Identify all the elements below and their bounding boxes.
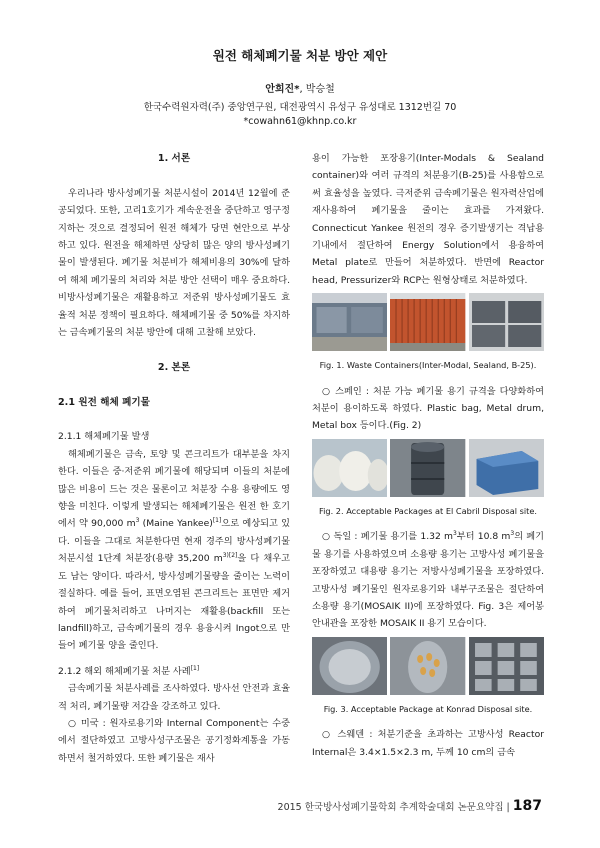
co-authors: , 박승철 xyxy=(299,84,335,95)
paragraph-overseas-cases: 금속폐기물 처분사례를 조사하였다. 방사선 안전과 효율적 처리, 폐기물량 저감을 강조하고 있다. xyxy=(58,683,290,712)
figure-1 xyxy=(312,293,544,351)
figure-1-caption: Fig. 1. Waste Containers(Inter-Modal, Sealand, B-25). xyxy=(319,360,537,371)
figure-1-image-sealand xyxy=(390,293,465,351)
figure-3-image-mosaik-top xyxy=(312,637,387,695)
figure-2-image-bags xyxy=(312,439,387,497)
right-column xyxy=(312,150,544,761)
figure-2 xyxy=(312,439,544,497)
paragraph-waste-generation: 해체폐기물은 금속, 토양 및 콘크리트가 대부분을 차지한다. 이들은 중·저준위 폐기물에 해당되며 이들의 처분에 많은 비용이 드는 것은 물론이고 처분장 수용 용량에도 영향을 미친다. 이렇게 발생되는 해체폐기물은 원전 한 호기에서 약 90,000 $m^3$ (Maine Yankee)[1]으로 예상되고 있다. 이들을 그대로 처분한다면 현재 경주의 방사성폐기물 처분시설 1단계 처분장(용량 35,200 $m^{3)[2]}$을 다 채우고도 남는 양이다. 따라서, 방사성폐기물량을 줄이는 노력이 절실하다. 예를 들어, 표면오염된 콘크리트는 표면만 제거하여 폐기물처리하고 나머지는 재활용(backfill 또는 landfill)하고, 금속폐기물의 경우 용융시켜 Ingot으로 만들어 폐기물 양을 줄인다. xyxy=(58,448,290,652)
figure-1-image-b25 xyxy=(469,293,544,351)
figure-3-image-guide-tubes xyxy=(469,637,544,695)
paragraph-usa: ○ 미국 : 원자로용기와 Internal Component는 수중에서 절단하였고 고방사성구조물은 공기정화계통을 가동하면서 철거하였다. 또한 폐기물은 재사 xyxy=(58,717,290,764)
subsection-heading-2-1-2: 2.1.2 해외 해체폐기물 처분 사례[1] xyxy=(58,664,200,677)
subsection-heading-2-1-1: 2.1.1 해체폐기물 발생 xyxy=(58,431,150,443)
section-heading-intro: 1. 서론 xyxy=(157,153,191,164)
subsection-heading-2-1: 2.1 원전 해체 폐기물 xyxy=(58,396,150,408)
paragraph-sweden: ○ 스웨덴 : 처분기준을 초과하는 고방사성 Reactor Internal은 3.4×1.5×2.3 m, 두께 10 cm의 금속 xyxy=(312,729,544,758)
figure-2-caption: Fig. 2. Acceptable Packages at El Cabril Disposal site. xyxy=(319,505,537,516)
contact-email: *cowahn61@khnp.co.kr xyxy=(243,116,357,127)
footer-text: 2015 한국방사성폐기물학회 추계학술대회 논문요약집 | xyxy=(277,802,510,813)
intro-paragraph: 우리나라 방사성폐기물 처분시설이 2014년 12월에 준공되었다. 또한, 고리1호기가 계속운전을 중단하고 영구정지하는 것으로 결정되어 원전 해체가 당면 현안으로 부상하고 있다. 원전을 해체하면 상당히 많은 양의 방사성폐기물이 발생된다. 폐기물 처분비가 해체비용의 30%에 달하여 해체 폐기물의 처리와 처분 방안 선택이 매우 중요하다. 비방사성폐기물은 재활용하고 저준위 방사성폐기물도 효율적 처분 정책이 필요하다. 해체폐기물 중 50%를 차지하는 금속폐기물의 처분 방안에 대해 고찰해 보았다. xyxy=(58,187,290,339)
figure-2-image-drum xyxy=(390,439,465,497)
author-line xyxy=(0,80,600,95)
primary-author: 안희진* xyxy=(265,84,300,95)
figure-3-caption: Fig. 3. Acceptable Package at Konrad Disposal site. xyxy=(323,703,533,714)
paragraph-spain: ○ 스페인 : 처분 가능 폐기물 용기 규격을 다양화하여 처분이 용이하도록 하였다. Plastic bag, Metal drum, Metal box 등이다.(Fig. 2) xyxy=(312,385,544,432)
left-column xyxy=(58,150,290,767)
paragraph-germany: ○ 독일 : 폐기물 용기를 1.32 $m^3$부터 10.8 $m^3$의 폐기물 용기를 사용하였으며 소용량 용기는 고방사성 폐기물을 포장하였고 대용량 용기는 저방사성폐기물을 포장하였다. 고방사성 폐기물인 원자로용기와 내부구조물은 절단하여 소용량 용기(MOSAIK II)에 포장하였다. Fig. 3은 제어봉안내관을 포장한 MOSAIK II 용기 모습이다. xyxy=(312,530,545,630)
page-footer xyxy=(278,798,542,814)
paragraph-usa-continued: 용이 가능한 포장용기(Inter-Modals & Sealand container)와 여러 규격의 처분용기(B-25)를 사용함으로써 효율성을 높였다. 극저준위 금속폐기물은 원자력산업에 재사용하여 폐기물을 줄이는 효과를 가져왔다. Connecticut Yankee 원전의 경우 증기발생기는 격납용기내에서 절단하여 Energy Solution에서 용융하여 Metal plate로 만들어 처분하였다. 반면에 Reactor head, Pressurizer와 RCP는 원형상태로 처분하였다. xyxy=(312,153,544,286)
figure-2-image-metal-box xyxy=(469,439,544,497)
figure-3 xyxy=(312,637,544,695)
figure-1-image-intermodal xyxy=(312,293,387,351)
paper-title: 원전 해체폐기물 처분 방안 제안 xyxy=(212,48,388,63)
figure-3-image-mosaik-inner xyxy=(390,637,465,695)
section-heading-body: 2. 본론 xyxy=(157,361,191,373)
page-number: 187 xyxy=(512,798,542,814)
affiliation: 한국수력원자력(주) 중앙연구원, 대전광역시 유성구 유성대로 1312번길 70 xyxy=(143,102,457,113)
